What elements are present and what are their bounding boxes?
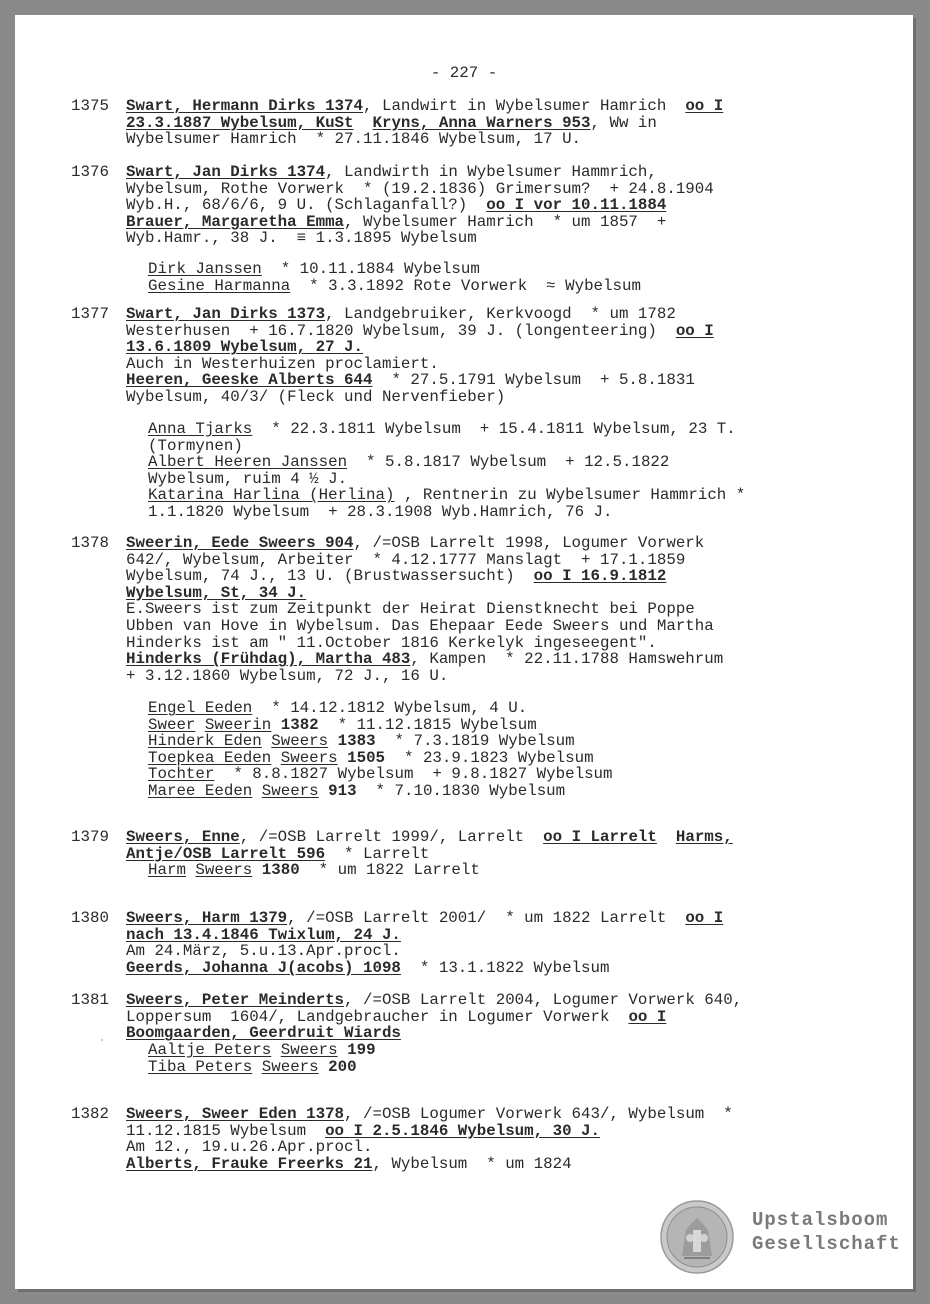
- text-line: [126, 552, 856, 569]
- emphasis-text: Maree Eeden: [148, 781, 253, 800]
- children-block: [148, 261, 868, 294]
- emphasis-text: Harm: [148, 861, 186, 879]
- text-line: [126, 98, 856, 115]
- text-segment: Wyb.Hamr., 38 J. ≡ 1.3.1895 Wybelsum: [126, 229, 477, 248]
- text-segment: Wybelsum, 74 J., 13 U. (Brustwassersucht): [126, 567, 534, 586]
- text-segment: [195, 716, 204, 734]
- entry-number: 1380: [71, 909, 109, 927]
- text-line: [126, 635, 856, 652]
- text-segment: * Larrelt: [325, 844, 430, 863]
- entry-number: 1375: [71, 97, 109, 115]
- text-line: [126, 372, 856, 389]
- text-segment: * 7.3.1819 Wybelsum: [375, 732, 575, 751]
- text-line: [148, 504, 868, 521]
- text-line: [126, 339, 856, 356]
- emphasis-text: Wybelsum, St, 34 J.: [126, 583, 307, 602]
- text-segment: E.Sweers ist zum Zeitpunkt der Heirat Dienstknecht bei Poppe: [126, 600, 695, 619]
- entry-body: [126, 164, 856, 247]
- emphasis-text: 200: [328, 1057, 357, 1076]
- text-line: [126, 131, 856, 148]
- emphasis-text: Anna Tjarks: [148, 420, 253, 438]
- emphasis-text: oo I: [685, 97, 724, 115]
- emphasis-text: Sweers: [280, 748, 338, 767]
- text-line: [148, 750, 868, 767]
- text-line: [126, 181, 856, 198]
- text-segment: , /=OSB Larrelt 1999/, Larrelt: [239, 828, 544, 846]
- text-segment: , /=OSB Logumer Vorwerk 643/, Wybelsum *: [344, 1105, 733, 1123]
- text-segment: * 14.12.1812 Wybelsum, 4 U.: [252, 699, 528, 717]
- scan-speck: [101, 1039, 103, 1041]
- emphasis-text: 1505: [347, 748, 386, 767]
- text-segment: Loppersum 1604/, Landgebraucher in Logumer Vorwerk: [126, 1007, 629, 1026]
- children-block: [148, 862, 868, 879]
- emphasis-text: Alberts, Frauke Freerks 21: [126, 1154, 373, 1173]
- text-segment: * 3.3.1892 Rote Vorwerk ≈ Wybelsum: [290, 276, 641, 295]
- emphasis-text: Geerds, Johanna J(acobs) 1098: [126, 958, 401, 977]
- emphasis-text: Sweers, Sweer Eden 1378: [126, 1105, 345, 1123]
- text-line: [148, 766, 868, 783]
- emphasis-text: oo I vor 10.11.1884: [486, 196, 667, 215]
- text-line: [148, 454, 868, 471]
- emphasis-text: 1383: [337, 732, 376, 751]
- text-segment: [252, 1058, 261, 1076]
- text-segment: Ubben van Hove in Wybelsum. Das Ehepaar Eede Sweers und Martha: [126, 616, 714, 635]
- emphasis-text: Antje/OSB Larrelt 596: [126, 844, 326, 863]
- emphasis-text: Boomgaarden, Geerdruit Wiards: [126, 1024, 401, 1043]
- seal-icon: [660, 1200, 734, 1274]
- emphasis-text: Tochter: [148, 765, 215, 784]
- emphasis-text: Swart, Jan Dirks 1374: [126, 163, 326, 181]
- text-line: [148, 783, 868, 800]
- text-line: [126, 585, 856, 602]
- text-segment: [328, 732, 337, 750]
- emphasis-text: Sweer: [148, 715, 196, 734]
- emphasis-text: oo I 2.5.1846 Wybelsum, 30 J.: [325, 1121, 600, 1140]
- text-segment: Westerhusen + 16.7.1820 Wybelsum, 39 J. (longenteering): [126, 321, 676, 340]
- emphasis-text: Harms,: [675, 828, 733, 846]
- text-segment: 11.12.1815 Wybelsum: [126, 1121, 326, 1140]
- text-line: [126, 568, 856, 585]
- text-line: [126, 1156, 856, 1173]
- emphasis-text: Albert Heeren Janssen: [148, 453, 348, 472]
- emphasis-text: Kryns, Anna Warners 953: [372, 113, 591, 132]
- text-segment: Wybelsum, Rothe Vorwerk * (19.2.1836) Grimersum? + 24.8.1904: [126, 179, 714, 198]
- text-segment: * 27.5.1791 Wybelsum + 5.8.1831: [372, 371, 695, 390]
- emphasis-text: Dirk Janssen: [148, 260, 262, 278]
- emphasis-text: Aaltje Peters: [148, 1041, 272, 1059]
- text-segment: * 22.3.1811 Wybelsum + 15.4.1811 Wybelsum, 23 T.: [252, 420, 736, 438]
- text-segment: (Tormynen): [148, 436, 243, 455]
- text-line: [126, 829, 856, 846]
- text-segment: * um 1822 Larrelt: [299, 861, 480, 879]
- emphasis-text: Sweers: [195, 861, 253, 879]
- text-segment: , Landwirth in Wybelsumer Hammrich,: [325, 163, 657, 181]
- text-line: [148, 1042, 868, 1059]
- text-segment: , Kampen * 22.11.1788 Hamswehrum: [410, 650, 724, 669]
- children-block: [148, 1042, 868, 1075]
- emphasis-text: oo I Larrelt: [543, 828, 657, 846]
- children-block: [148, 421, 868, 521]
- text-segment: [338, 749, 347, 767]
- text-line: [148, 862, 868, 879]
- text-line: [126, 618, 856, 635]
- text-segment: [252, 782, 261, 800]
- page-number: - 227 -: [430, 64, 498, 82]
- text-line: [126, 846, 856, 863]
- society-name: [752, 1208, 901, 1256]
- emphasis-text: Swart, Hermann Dirks 1374: [126, 97, 363, 115]
- text-segment: * 13.1.1822 Wybelsum: [400, 958, 610, 977]
- emphasis-text: Sweers: [280, 1041, 338, 1059]
- text-line: [126, 668, 856, 685]
- text-segment: * 8.8.1827 Wybelsum + 9.8.1827 Wybelsum: [214, 765, 613, 784]
- text-line: [148, 278, 868, 295]
- text-segment: , Rentnerin zu Wybelsumer Hammrich *: [394, 486, 746, 505]
- emphasis-text: Engel Eeden: [148, 699, 253, 717]
- emphasis-text: 913: [328, 781, 357, 800]
- text-segment: [262, 732, 271, 750]
- entry-body: [126, 829, 856, 862]
- emphasis-text: Heeren, Geeske Alberts 644: [126, 371, 373, 390]
- emphasis-text: Toepkea Eeden: [148, 748, 272, 767]
- text-line: [126, 1025, 856, 1042]
- text-line: [126, 323, 856, 340]
- text-segment: [657, 828, 676, 846]
- text-line: [126, 535, 856, 552]
- text-line: [126, 214, 856, 231]
- text-line: [126, 910, 856, 927]
- text-line: [126, 356, 856, 373]
- emphasis-text: Sweerin, Eede Sweers 904: [126, 534, 354, 552]
- text-segment: , /=OSB Larrelt 2004, Logumer Vorwerk 640,: [344, 991, 743, 1009]
- text-segment: [319, 1058, 328, 1076]
- text-segment: , /=OSB Larrelt 2001/ * um 1822 Larrelt: [287, 909, 686, 927]
- text-segment: [354, 114, 373, 132]
- text-line: [126, 164, 856, 181]
- text-line: [126, 992, 856, 1009]
- emphasis-text: Sweers: [261, 1057, 319, 1076]
- emphasis-text: Brauer, Margaretha Emma: [126, 212, 345, 231]
- text-line: [148, 717, 868, 734]
- emphasis-text: Tiba Peters: [148, 1057, 253, 1076]
- emphasis-text: Sweers, Harm 1379: [126, 909, 288, 927]
- emphasis-text: Katarina Harlina (Herlina): [148, 486, 395, 505]
- text-line: [148, 733, 868, 750]
- text-segment: * 7.10.1830 Wybelsum: [356, 781, 566, 800]
- emphasis-text: Swart, Jan Dirks 1373: [126, 305, 326, 323]
- text-segment: [271, 1041, 280, 1059]
- text-segment: Hinderks ist am " 11.October 1816 Kerkelyk ingeseegent".: [126, 633, 657, 652]
- emphasis-text: Sweers: [261, 781, 319, 800]
- text-segment: [186, 861, 195, 879]
- entry-body: [126, 98, 856, 148]
- entry-body: [126, 306, 856, 406]
- text-segment: , Landwirt in Wybelsumer Hamrich: [363, 97, 686, 115]
- text-line: [148, 700, 868, 717]
- emphasis-text: Hinderk Eden: [148, 732, 262, 751]
- emphasis-text: nach 13.4.1846 Twixlum, 24 J.: [126, 925, 401, 944]
- text-line: [126, 960, 856, 977]
- emphasis-text: Sweerin: [204, 715, 272, 734]
- text-line: [126, 927, 856, 944]
- society-name-line1: Upstalsboom: [752, 1209, 889, 1231]
- text-line: [126, 1123, 856, 1140]
- text-segment: 642/, Wybelsum, Arbeiter * 4.12.1777 Manslagt + 17.1.1859: [126, 550, 686, 569]
- entry-number: 1381: [71, 991, 109, 1009]
- text-line: [126, 230, 856, 247]
- text-segment: [319, 782, 328, 800]
- text-line: [126, 115, 856, 132]
- text-segment: Wybelsum, 40/3/ (Fleck und Nervenfieber): [126, 387, 506, 406]
- text-segment: , Wybelsumer Hamrich * um 1857 +: [344, 212, 667, 231]
- text-segment: 1.1.1820 Wybelsum + 28.3.1908 Wyb.Hamrich, 76 J.: [148, 502, 613, 521]
- text-segment: [252, 861, 261, 879]
- emphasis-text: Gesine Harmanna: [148, 276, 291, 295]
- emphasis-text: oo I: [685, 909, 724, 927]
- text-segment: Auch in Westerhuizen proclamiert.: [126, 354, 439, 373]
- text-segment: * 10.11.1884 Wybelsum: [261, 260, 480, 278]
- entry-number: 1377: [71, 305, 109, 323]
- emphasis-text: 1380: [261, 861, 300, 879]
- emphasis-text: Sweers, Enne: [126, 828, 240, 846]
- text-segment: , Ww in: [590, 113, 657, 132]
- text-segment: * 11.12.1815 Wybelsum: [318, 715, 537, 734]
- text-line: [148, 1059, 868, 1076]
- text-line: [126, 306, 856, 323]
- text-line: [126, 389, 856, 406]
- children-block: [148, 700, 868, 800]
- text-line: [148, 421, 868, 438]
- society-name-line2: Gesellschaft: [752, 1233, 901, 1255]
- text-segment: * 23.9.1823 Wybelsum: [385, 748, 594, 767]
- text-line: [148, 471, 868, 488]
- text-line: [126, 1106, 856, 1123]
- text-line: [126, 1139, 856, 1156]
- text-line: [148, 261, 868, 278]
- emphasis-text: Sweers: [271, 732, 329, 751]
- entry-body: [126, 992, 856, 1042]
- text-segment: + 3.12.1860 Wybelsum, 72 J., 16 U.: [126, 666, 449, 685]
- emphasis-text: 199: [347, 1041, 376, 1059]
- text-segment: * 5.8.1817 Wybelsum + 12.5.1822: [347, 453, 670, 472]
- text-line: [126, 943, 856, 960]
- emphasis-text: 1382: [280, 715, 319, 734]
- entry-number: 1382: [71, 1105, 109, 1123]
- entry-body: [126, 1106, 856, 1172]
- emphasis-text: 13.6.1809 Wybelsum, 27 J.: [126, 338, 363, 357]
- text-line: [126, 601, 856, 618]
- entry-number: 1378: [71, 534, 109, 552]
- entry-body: [126, 535, 856, 684]
- text-line: [148, 487, 868, 504]
- text-line: [148, 438, 868, 455]
- entry-number: 1379: [71, 828, 109, 846]
- text-segment: [338, 1041, 347, 1059]
- text-segment: , Wybelsum * um 1824: [372, 1154, 572, 1173]
- emphasis-text: Sweers, Peter Meinderts: [126, 991, 345, 1009]
- emphasis-text: 23.3.1887 Wybelsum, KuSt: [126, 113, 354, 132]
- society-logo: [660, 1200, 910, 1280]
- entry-body: [126, 910, 856, 976]
- entry-number: 1376: [71, 163, 109, 181]
- emphasis-text: oo I 16.9.1812: [533, 567, 667, 586]
- document-page: [15, 15, 913, 1289]
- text-segment: [271, 749, 280, 767]
- text-segment: , /=OSB Larrelt 1998, Logumer Vorwerk: [353, 534, 705, 552]
- text-line: [126, 197, 856, 214]
- text-segment: Wybelsum, ruim 4 ½ J.: [148, 469, 348, 488]
- text-segment: Am 24.März, 5.u.13.Apr.procl.: [126, 942, 401, 961]
- text-segment: Am 12., 19.u.26.Apr.procl.: [126, 1138, 373, 1157]
- text-line: [126, 1009, 856, 1026]
- text-segment: [271, 716, 280, 734]
- emphasis-text: oo I: [628, 1007, 667, 1026]
- emphasis-text: oo I: [675, 321, 714, 340]
- text-segment: Wyb.H., 68/6/6, 9 U. (Schlaganfall?): [126, 196, 487, 215]
- text-segment: Wybelsumer Hamrich * 27.11.1846 Wybelsum, 17 U.: [126, 130, 582, 149]
- emphasis-text: Hinderks (Frühdag), Martha 483: [126, 650, 411, 669]
- text-segment: , Landgebruiker, Kerkvoogd * um 1782: [325, 305, 676, 323]
- text-line: [126, 651, 856, 668]
